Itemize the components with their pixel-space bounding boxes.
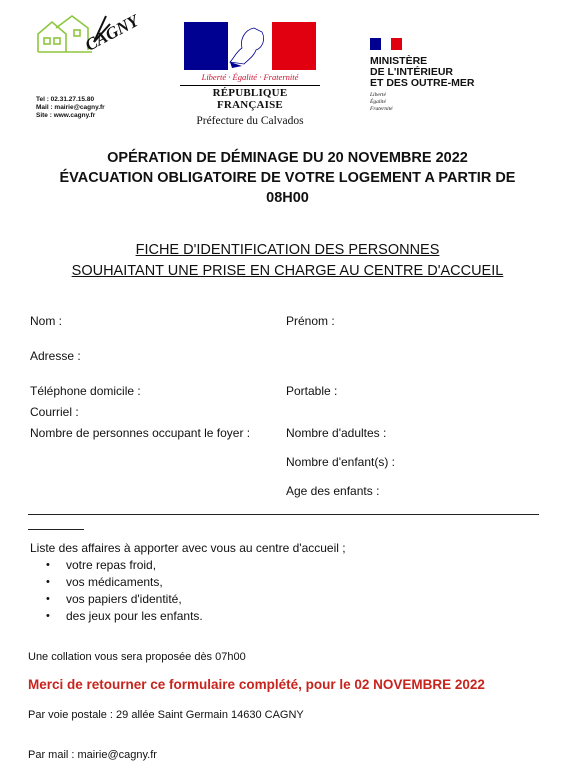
ministere-line2: DE L'INTÉRIEUR [370, 66, 454, 78]
ministere-line3: ET DES OUTRE-MER [370, 77, 475, 89]
ministere-devise2: Égalité [370, 99, 386, 105]
nom-label[interactable]: Nom : [30, 314, 63, 328]
cagny-logo [36, 10, 142, 119]
nombre-adultes-label[interactable]: Nombre d'adultes : [286, 426, 387, 440]
main-title-line2: ÉVACUATION OBLIGATOIRE DE VOTRE LOGEMENT A PARTIR DE [59, 170, 516, 186]
ministere-flag-icon [370, 38, 402, 50]
prenom-label[interactable]: Prénom : [286, 314, 335, 328]
sub-title [20, 240, 555, 282]
list-item: • votre repas froid, [44, 557, 203, 574]
main-title-line1: OPÉRATION DE DÉMINAGE DU 20 NOVEMBRE 2022 [107, 150, 468, 166]
divider [28, 514, 539, 515]
postal-address: Par voie postale : 29 allée Saint Germain 14630 CAGNY [28, 709, 304, 721]
contact-mail: Mail : mairie@cagny.fr [36, 104, 105, 111]
marianne-flag-icon [184, 22, 316, 70]
divider-short [28, 529, 84, 530]
prefecture-devise: Liberté · Égalité · Fraternité [201, 72, 299, 82]
contact-tel: Tel : 02.31.27.15.80 [36, 96, 95, 103]
courriel-label[interactable]: Courriel : [30, 405, 79, 419]
ministere-line1: MINISTÈRE [370, 55, 428, 67]
mail-address[interactable]: Par mail : mairie@cagny.fr [28, 749, 157, 761]
list-item: • vos médicaments, [44, 574, 203, 591]
ministere-devise3: Fraternité [370, 106, 393, 112]
contact-info [36, 96, 156, 120]
ministere-devise [370, 92, 510, 113]
collation-note: Une collation vous sera proposée dès 07h00 [28, 651, 246, 663]
return-notice: Merci de retourner ce formulaire complété, pour le 02 NOVEMBRE 2022 [28, 677, 485, 692]
nombre-enfants-label[interactable]: Nombre d'enfant(s) : [286, 455, 396, 469]
nombre-personnes-label[interactable]: Nombre de personnes occupant le foyer : [30, 426, 251, 440]
list-item: • des jeux pour les enfants. [44, 608, 203, 625]
sub-title-line1: FICHE D'IDENTIFICATION DES PERSONNES [135, 242, 440, 258]
republique-francaise: RÉPUBLIQUE FRANÇAISE [180, 85, 320, 111]
adresse-label[interactable]: Adresse : [30, 349, 81, 363]
portable-label[interactable]: Portable : [286, 384, 338, 398]
ministere-block [370, 38, 510, 113]
telephone-label[interactable]: Téléphone domicile : [30, 384, 141, 398]
prefecture-name: Préfecture du Calvados [196, 115, 304, 127]
prefecture-block [180, 22, 320, 127]
contact-site: Site : www.cagny.fr [36, 112, 96, 119]
age-enfants-label[interactable]: Age des enfants : [286, 484, 380, 498]
main-title [20, 148, 555, 208]
main-title-line3: 08H00 [266, 190, 309, 206]
list-item: • vos papiers d'identité, [44, 591, 203, 608]
ministere-devise1: Liberté [370, 92, 386, 98]
items-list [44, 557, 203, 625]
cagny-logo-text: CAGNY [82, 10, 142, 55]
list-intro: Liste des affaires à apporter avec vous au centre d'accueil ; [30, 541, 346, 555]
sub-title-line2: SOUHAITANT UNE PRISE EN CHARGE AU CENTRE D'ACCUEIL [71, 263, 504, 279]
ministere-title [370, 56, 510, 89]
